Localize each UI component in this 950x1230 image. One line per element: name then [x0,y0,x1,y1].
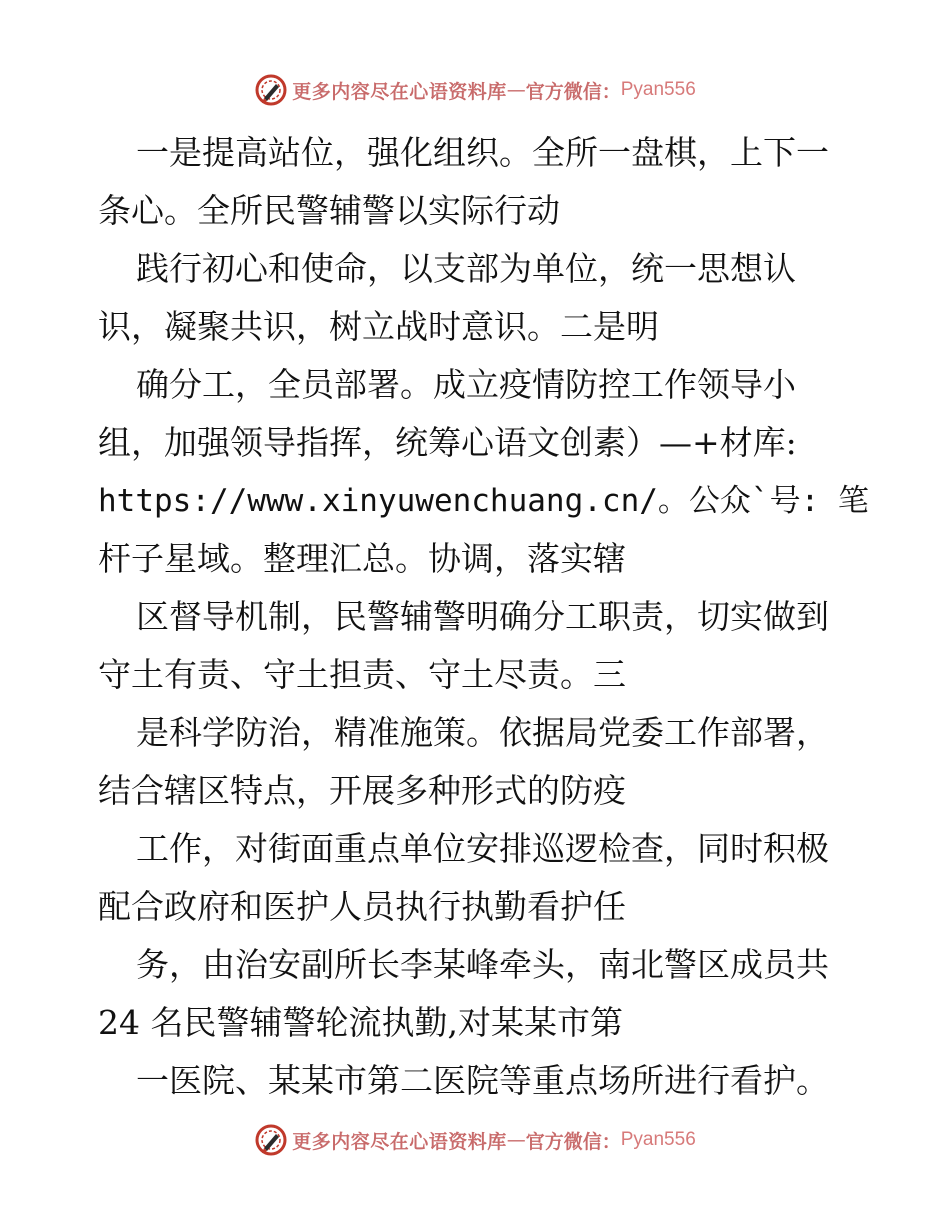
body-line: 配合政府和医护人员执行执勤看护任 [98,887,626,926]
document-body [98,124,869,1110]
body-line: 确分工，全员部署。成立疫情防控工作领导小 [136,365,796,404]
pen-seal-icon [254,73,288,107]
watermark-wechat-id: Pyan556 [620,1129,696,1150]
body-line: 守土有责、守土担责、守土尽责。三 [98,655,626,694]
body-line: 24 名民警辅警轮流执勤,对某某市第 [98,1003,623,1042]
watermark-dash: — [506,79,526,101]
body-line: 条心。全所民警辅警以实际行动 [98,191,560,230]
pen-seal-icon [254,1123,288,1157]
body-line: 一医院、某某市第二医院等重点场所进行看护。 [136,1061,829,1100]
watermark-wechat-label: 官方微信： [525,1130,621,1153]
body-line: 务，由治安副所长李某峰牵头，南北警区成员共 [136,945,829,984]
body-line: 区督导机制，民警辅警明确分工职责，切实做到 [136,597,829,636]
body-line-url: https://www.xinyuwenchuang.cn/。公众`号: 笔 [98,483,869,519]
body-line: 工作，对街面重点单位安排巡逻检查，同时积极 [136,829,829,868]
body-line: 识，凝聚共识，树立战时意识。二是明 [98,307,659,346]
watermark-dash: — [506,1129,526,1151]
header-watermark [0,70,950,110]
watermark-wechat-label: 官方微信： [525,80,621,103]
body-line: 结合辖区特点，开展多种形式的防疫 [98,771,626,810]
body-line: 是科学防治，精准施策。依据局党委工作部署， [136,713,829,752]
watermark-text: 更多内容尽在心语资料库 [292,1130,507,1153]
body-line: 一是提高站位，强化组织。全所一盘棋，上下一 [136,133,829,172]
watermark-wechat-id: Pyan556 [620,79,696,100]
body-line: 践行初心和使命，以支部为单位，统一思想认 [136,249,796,288]
body-line: 杆子星域。整理汇总。协调，落实辖 [98,539,626,578]
footer-watermark [0,1120,950,1160]
body-line: 组，加强领导指挥，统筹心语文创素）—+材库: [98,423,797,462]
watermark-text: 更多内容尽在心语资料库 [292,80,507,103]
